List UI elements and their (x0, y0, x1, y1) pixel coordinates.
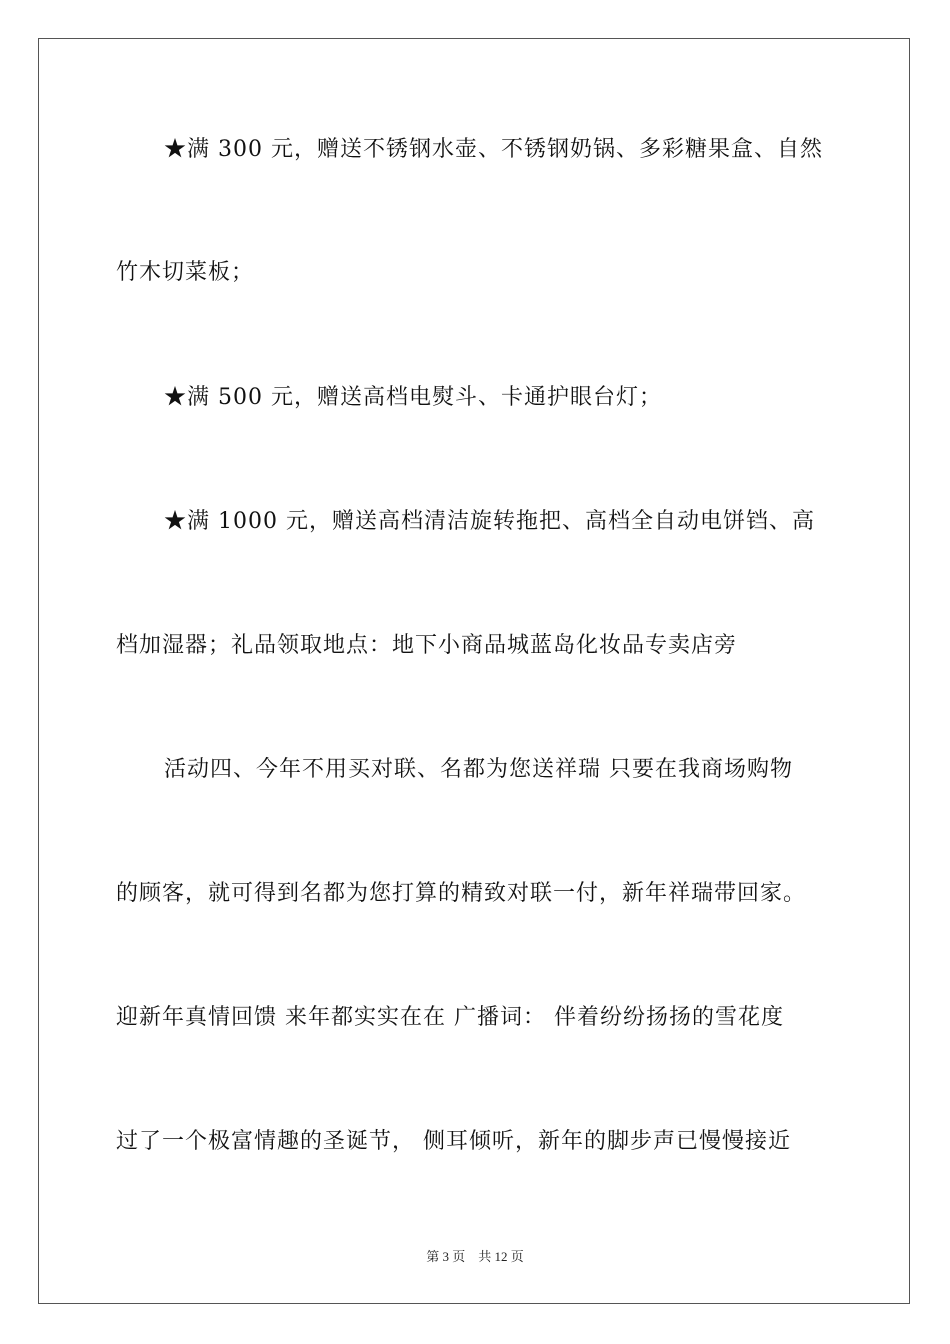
text-line-2: 竹木切菜板； (116, 260, 255, 285)
text-line-9: 过了一个极富情趣的圣诞节， 侧耳倾听，新年的脚步声已慢慢接近 (116, 1129, 791, 1154)
page-frame (38, 38, 910, 1304)
text-line-1: ★满 300 元，赠送不锈钢水壶、不锈钢奶锅、多彩糖果盒、自然 (164, 137, 823, 162)
text-line-5: 档加湿器；礼品领取地点：地下小商品城蓝岛化妆品专卖店旁 (116, 633, 738, 658)
page-footer: 第 3 页 共 12 页 (426, 1249, 524, 1264)
text-line-4: ★满 1000 元，赠送高档清洁旋转拖把、高档全自动电饼铛、高 (164, 509, 815, 534)
text-line-7: 的顾客，就可得到名都为您打算的精致对联一付，新年祥瑞带回家。 (116, 881, 807, 906)
text-line-3: ★满 500 元，赠送高档电熨斗、卡通护眼台灯； (164, 385, 662, 410)
text-line-8: 迎新年真情回馈 来年都实实在在 广播词： 伴着纷纷扬扬的雪花度 (116, 1005, 784, 1030)
text-line-6: 活动四、今年不用买对联、名都为您送祥瑞 只要在我商场购物 (164, 757, 793, 782)
